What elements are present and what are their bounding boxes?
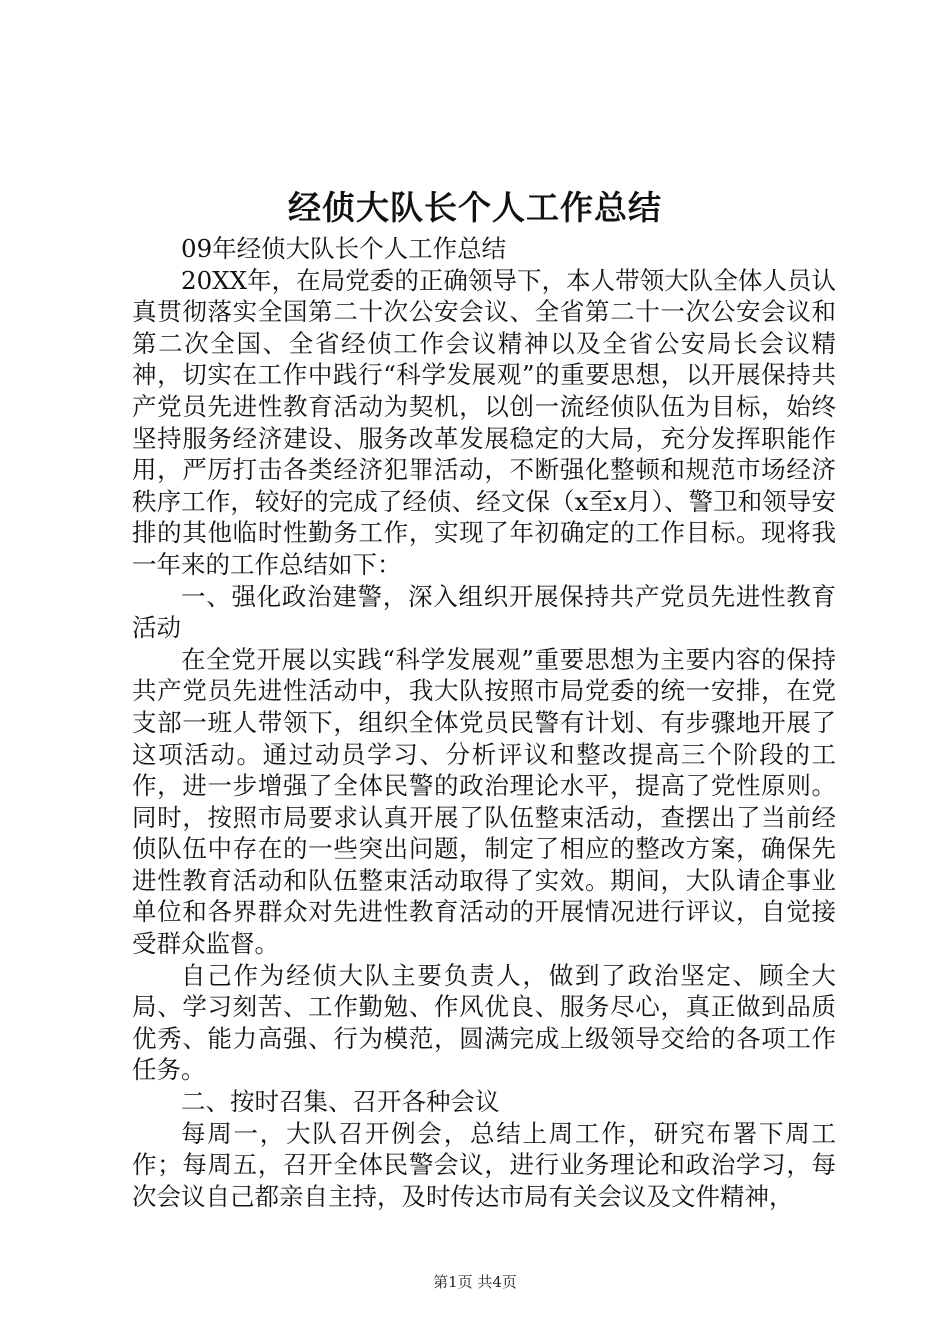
section-heading-2: 二、按时召集、召开各种会议 bbox=[181, 1087, 500, 1117]
paragraph-intro: 20XX年，在局党委的正确领导下，本人带领大队全体人员认真贯彻落实全国第二十次公安会议、全省第二十一次公安会议和第二次全国、全省经侦工作会议精神以及全省公安局长会议精神，切实在工作中践行“科学发展观”的重要思想，以开展保持共产党员先进性教育活动为契机，以创一流经侦队伍为目标，始终坚持服务经济建设、服务改革发展稳定的大局，充分发挥职能作用，严厉打击各类经济犯罪活动，不断强化整顿和规范市场经济秩序工作，较好的完成了经侦、经文保（x至x月）、警卫和领导安排的其他临时性勤务工作，实现了年初确定的工作目标。现将我一年来的工作总结如下： bbox=[132, 265, 836, 579]
paragraph-subtitle: 09年经侦大队长个人工作总结 bbox=[181, 234, 507, 263]
document-body bbox=[132, 233, 836, 1212]
document-title: 经侦大队长个人工作总结 bbox=[288, 188, 662, 227]
paragraph-self-assessment: 自己作为经侦大队主要负责人，做到了政治坚定、顾全大局、学习刻苦、工作勤勉、作风优良、服务尽心，真正做到品质优秀、能力高强、行为模范，圆满完成上级领导交给的各项工作任务。 bbox=[132, 960, 836, 1085]
paragraph-section-1: 在全党开展以实践“科学发展观”重要思想为主要内容的保持共产党员先进性活动中，我大队按照市局党委的统一安排，在党支部一班人带领下，组织全体党员民警有计划、有步骤地开展了这项活动。通过动员学习、分析评议和整改提高三个阶段的工作，进一步增强了全体民警的政治理论水平，提高了党性原则。同时，按照市局要求认真开展了队伍整束活动，查摆出了当前经侦队伍中存在的一些突出问题，制定了相应的整改方案，确保先进性教育活动和队伍整束活动取得了实效。期间，大队请企事业单位和各界群众对先进性教育活动的开展情况进行评议，自觉接受群众监督。 bbox=[132, 644, 836, 959]
paragraph-section-2: 每周一，大队召开例会，总结上周工作，研究布署下周工作；每周五，召开全体民警会议，进行业务理论和政治学习，每次会议自己都亲自主持，及时传达市局有关会议及文件精神， bbox=[132, 1118, 836, 1211]
page-number-footer: 第1页 共4页 bbox=[433, 1273, 517, 1291]
section-heading-1: 一、强化政治建警，深入组织开展保持共产党员先进性教育活动 bbox=[132, 581, 836, 643]
